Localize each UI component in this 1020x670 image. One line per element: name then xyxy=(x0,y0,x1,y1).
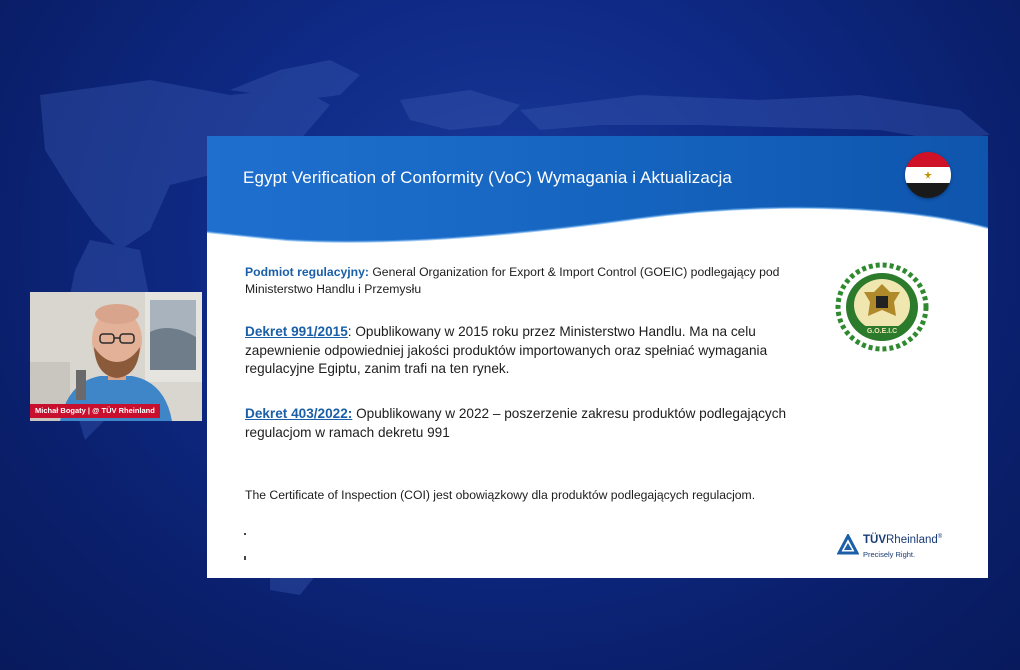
regulator-paragraph xyxy=(245,264,825,298)
decree-991-text: : Opublikowany w 2015 roku przez Ministerstwo Handlu. Ma na celu zapewnienie odpowiedniej jakości produktów importowanych oraz spełniać wymagania regulacyjne Egiptu, zanim trafi na ten rynek. xyxy=(245,324,768,376)
regulator-text: General Organization for Export & Import Control (GOEIC) podlegający pod Ministerstwo Handlu i Przemysłu xyxy=(245,265,780,296)
tuv-triangle-icon xyxy=(837,534,859,556)
regulator-term: Podmiot regulacyjny: xyxy=(245,265,369,279)
coi-paragraph: The Certificate of Inspection (COI) jest obowiązkowy dla produktów podlegających regulacjom. xyxy=(245,488,756,502)
egypt-flag-icon xyxy=(905,152,951,198)
tuv-rheinland-logo xyxy=(835,532,965,566)
bullet-dot xyxy=(244,556,246,560)
slide-header-banner xyxy=(207,136,988,256)
decree-991-term: Dekret 991/2015 xyxy=(245,324,348,339)
tuv-tagline: Precisely Right. xyxy=(863,550,916,559)
goeic-seal-icon xyxy=(834,262,930,352)
presenter-name-label: Michał Bogaty | @ TÜV Rheinland xyxy=(30,404,160,418)
bullet-dot xyxy=(244,533,246,535)
slide-title: Egypt Verification of Conformity (VoC) Wymagania i Aktualizacja xyxy=(243,168,732,187)
decree-991-paragraph xyxy=(245,323,805,379)
presentation-slide xyxy=(207,136,988,578)
tuv-brand-name: TÜVRheinland® xyxy=(863,534,943,546)
svg-text:G.O.E.I.C: G.O.E.I.C xyxy=(866,328,898,335)
decree-403-text: Opublikowany w 2022 – poszerzenie zakresu produktów podlegających regulacjom w ramach dekretu 991 xyxy=(245,406,787,440)
eagle-icon xyxy=(924,171,932,179)
presenter-video-icon xyxy=(30,292,202,421)
decree-403-paragraph xyxy=(245,405,805,442)
presenter-webcam xyxy=(30,292,202,421)
decree-403-term: Dekret 403/2022: xyxy=(245,406,353,421)
